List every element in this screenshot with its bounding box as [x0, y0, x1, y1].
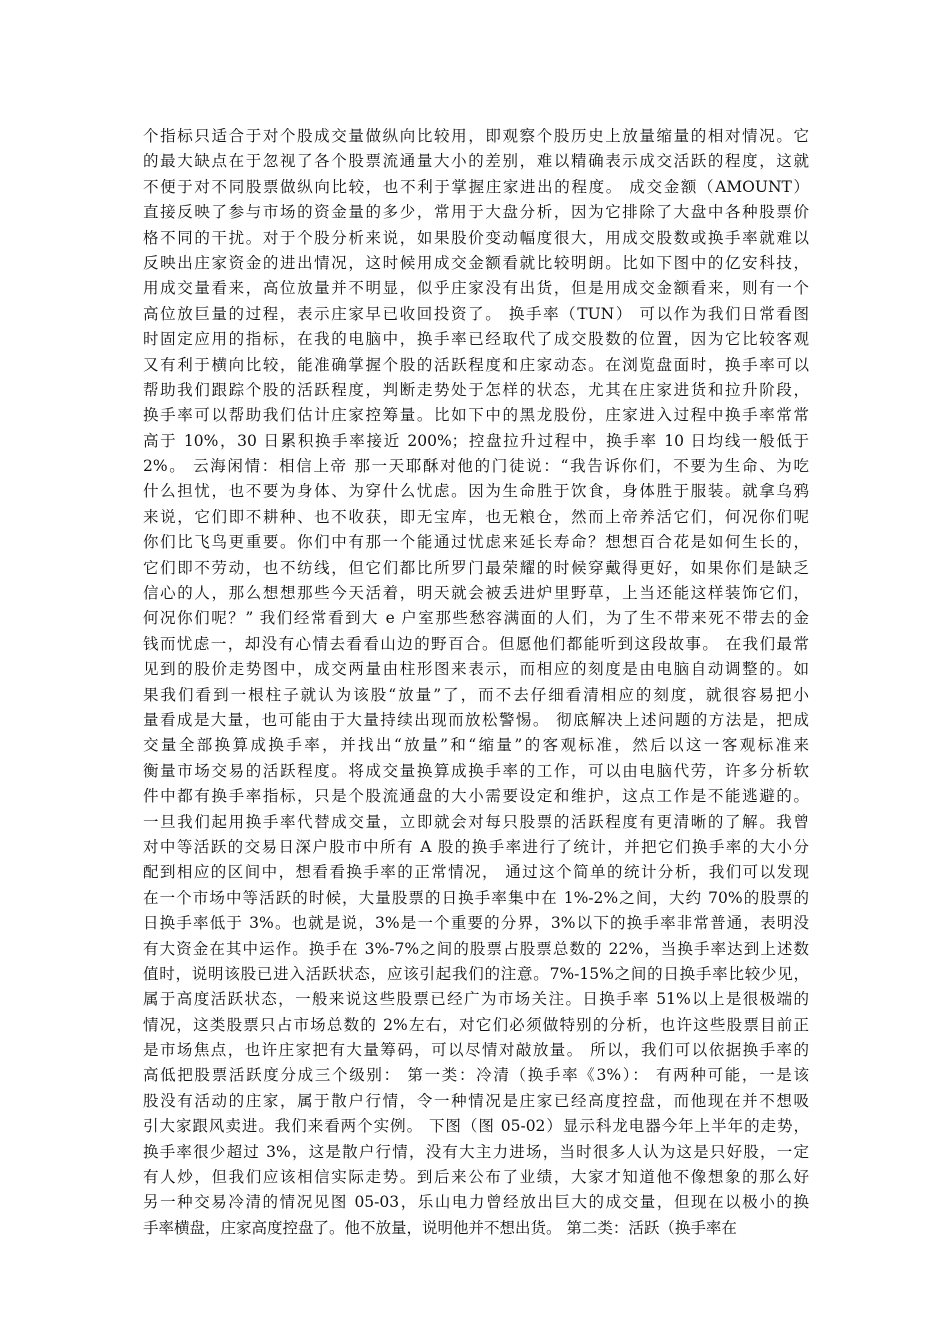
text-line: 股没有活动的庄家，属于散户行情，令一种情况是庄家已经高度控盘，而他现在并不想吸 [143, 1091, 809, 1110]
text-line: 引大家跟风卖进。我们来看两个实例。 下图（图 05-02）显示科龙电器今年上半年的走势， [143, 1117, 809, 1136]
text-line: 手率横盘，庄家高度控盘了。他不放量，说明他并不想出货。 第二类：活跃（换手率在 [143, 1218, 737, 1237]
text-line: 果我们看到一根柱子就认为该股“放量”了，而不去仔细看清相应的刻度，就很容易把小 [143, 685, 809, 704]
text-line: 衡量市场交易的活跃程度。将成交量换算成换手率的工作，可以由电脑代劳，许多分析软 [143, 761, 809, 780]
text-line: 用成交量看来，高位放量并不明显，似乎庄家没有出货，但是用成交金额看来，则有一个 [143, 279, 809, 298]
text-line: 不便于对不同股票做纵向比较，也不利于掌握庄家进出的程度。 成交金额（AMOUNT） [143, 177, 809, 196]
text-line: 是市场焦点，也许庄家把有大量筹码，可以尽情对敲放量。 所以，我们可以依据换手率的 [143, 1041, 809, 1060]
text-line: 在一个市场中等活跃的时候，大量股票的日换手率集中在 1%-2%之间，大约 70%的股票的 [143, 888, 809, 907]
text-line: 格不同的干扰。对于个股分析来说，如果股价变动幅度很大，用成交股数或换手率就难以 [143, 228, 809, 247]
text-line: 帮助我们跟踪个股的活跃程度，判断走势处于怎样的状态，尤其在庄家进货和拉升阶段， [143, 380, 809, 399]
text-line: 配到相应的区间中，想看看换手率的正常情况， 通过这个简单的统计分析，我们可以发现 [143, 863, 809, 882]
text-line: 又有利于横向比较，能准确掌握个股的活跃程度和庄家动态。在浏览盘面时，换手率可以 [143, 355, 809, 374]
text-line: 何况你们呢？” 我们经常看到大 e 户室那些愁容满面的人们，为了生不带来死不带去的金 [143, 609, 809, 628]
text-line: 高位放巨量的过程，表示庄家早已收回投资了。 换手率（TUN） 可以作为我们日常看图 [143, 304, 809, 323]
text-line: 反映出庄家资金的进出情况，这时候用成交金额看就比较明朗。比如下图中的亿安科技， [143, 253, 809, 272]
text-line: 量看成是大量，也可能由于大量持续出现而放松警惕。 彻底解决上述问题的方法是，把成 [143, 710, 809, 729]
text-line: 有大资金在其中运作。换手在 3%-7%之间的股票占股票总数的 22%，当换手率达到上述数 [143, 939, 809, 958]
body-text [143, 124, 809, 1241]
text-line: 日换手率低于 3%。也就是说，3%是一个重要的分界，3%以下的换手率非常普通，表明没 [143, 914, 809, 933]
text-line: 换手率可以帮助我们估计庄家控筹量。比如下中的黑龙股份，庄家进入过程中换手率常常 [143, 406, 809, 425]
text-line: 见到的股价走势图中，成交两量由柱形图来表示，而相应的刻度是由电脑自动调整的。如 [143, 660, 809, 679]
text-line: 换手率很少超过 3%，这是散户行情，没有大主力进场，当时很多人认为这是只好股，一定 [143, 1142, 809, 1161]
text-line: 有人炒，但我们应该相信实际走势。到后来公布了业绩，大家才知道他不像想象的那么好 [143, 1168, 809, 1187]
text-line: 值时，说明该股已进入活跃状态，应该引起我们的注意。7%-15%之间的日换手率比较少见， [143, 964, 809, 983]
text-line: 钱而忧虑一，却没有心情去看看山边的野百合。但愿他们都能听到这段故事。 在我们最常 [143, 634, 809, 653]
text-line: 直接反映了参与市场的资金量的多少，常用于大盘分析，因为它排除了大盘中各种股票价 [143, 203, 809, 222]
text-line: 对中等活跃的交易日深户股市中所有 A 股的换手率进行了统计，并把它们换手率的大小分 [143, 837, 809, 856]
text-line: 一旦我们起用换手率代替成交量，立即就会对每只股票的活跃程度有更清晰的了解。我曾 [143, 812, 809, 831]
text-line: 2%。 云海闲情：相信上帝 那一天耶酥对他的门徒说：“我告诉你们，不要为生命、为吃 [143, 457, 809, 476]
text-line: 高低把股票活跃度分成三个级别： 第一类：冷清（换手率《3%）： 有两种可能，一是该 [143, 1066, 809, 1085]
text-line: 的最大缺点在于忽视了各个股票流通量大小的差别，难以精确表示成交活跃的程度，这就 [143, 152, 809, 171]
text-line: 情况，这类股票只占市场总数的 2%左右，对它们必须做特别的分析，也许这些股票目前正 [143, 1015, 809, 1034]
text-line: 来说，它们即不耕种、也不收获，即无宝库，也无粮仓，然而上帝养活它们，何况你们呢 [143, 507, 809, 526]
text-line: 交量全部换算成换手率，并找出“放量”和“缩量”的客观标准，然后以这一客观标准来 [143, 736, 809, 755]
text-line: 你们比飞鸟更重要。你们中有那一个能通过忧虑来延长寿命？想想百合花是如何生长的， [143, 533, 809, 552]
text-line: 件中都有换手率指标，只是个股流通盘的大小需要设定和维护，这点工作是不能逃避的。 [143, 787, 809, 806]
text-line: 个指标只适合于对个股成交量做纵向比较用，即观察个股历史上放量缩量的相对情况。它 [143, 127, 809, 145]
text-line: 什么担忧，也不要为身体、为穿什么忧虑。因为生命胜于饮食，身体胜于服装。就拿乌鸦 [143, 482, 809, 501]
text-line: 属于高度活跃状态，一般来说这些股票已经广为市场关注。日换手率 51%以上是很极端的 [143, 990, 809, 1009]
text-line: 它们即不劳动，也不纺线，但它们都比所罗门最荣耀的时候穿戴得更好，如果你们是缺乏 [143, 558, 809, 577]
text-line: 另一种交易冷清的情况见图 05-03，乐山电力曾经放出巨大的成交量，但现在以极小的换 [143, 1193, 809, 1212]
text-line: 信心的人，那么想想那些今天活着，明天就会被丢进炉里野草，上当还能这样装饰它们， [143, 584, 809, 603]
text-line: 时固定应用的指标，在我的电脑中，换手率已经取代了成交股数的位置，因为它比较客观 [143, 330, 809, 349]
text-line: 高于 10%，30 日累积换手率接近 200%；控盘拉升过程中，换手率 10 日均线一般低于 [143, 431, 809, 450]
